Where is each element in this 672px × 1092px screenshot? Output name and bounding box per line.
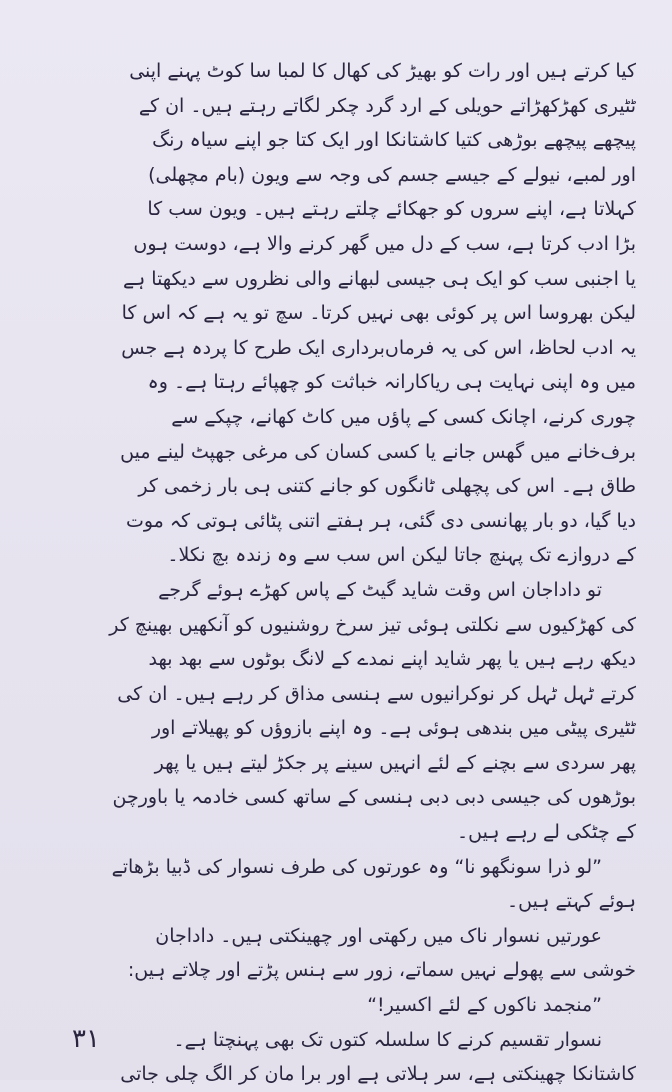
text-line: کے دروازے تک پہنچ جاتا لیکن اس سب سے وہ زندہ بچ نکلا۔ <box>167 544 636 567</box>
text-line: خوشی سے پھولے نہیں سماتے، زور سے ہنس پڑتے اور چلاتے ہیں: <box>127 959 636 982</box>
text-line: برف‌خانے میں گھس جانے یا کسی کسان کی مرغی جھپٹ لینے میں <box>120 440 636 463</box>
text-line: پھر سردی سے بچنے کے لئے انہیں سینے پر جکڑ لیتے ہیں یا پھر <box>154 751 636 774</box>
text-line: یہ ادب لحاظ، اس کی یہ فرماں‌برداری ایک طرح کا پردہ ہے جس <box>121 336 636 359</box>
text-line: بڑا ادب کرتا ہے، سب کے دل میں گھر کرنے والا ہے، دوست ہوں <box>133 232 636 255</box>
text-line: ٹٹیری کھڑکھڑاتے حویلی کے ارد گرد چکر لگاتے رہتے ہیں۔ ان کے <box>138 94 636 117</box>
text-line: میں وہ اپنی نہایت ہی ریاکارانہ خباثت کو چھپائے رہتا ہے۔ وہ <box>147 371 636 394</box>
text-line: کے چٹکی لے رہے ہیں۔ <box>457 821 636 844</box>
text-line: ہوئے کہتے ہیں۔ <box>507 890 636 913</box>
text-line: کیا کرتے ہیں اور رات کو بھیڑ کی کھال کا لمبا سا کوٹ پہنے اپنی <box>129 60 636 82</box>
text-line: نسوار تقسیم کرنے کا سلسلہ کتوں تک بھی پہنچتا ہے۔ <box>173 1028 602 1051</box>
text-line: پیچھے پیچھے بوڑھی کتیا کاشتانکا اور ایک کتا جو اپنے سیاہ رنگ <box>152 129 636 152</box>
text-line: لیکن بھروسا اس پر کوئی بھی نہیں کرتا۔ سچ تو یہ ہے کہ اس کا <box>121 302 636 325</box>
text-line: تو داداجان اس وقت شاید گیٹ کے پاس کھڑے ہوئے گرجے <box>158 578 602 601</box>
text-line: چوری کرنے، اچانک کسی کے پاؤں میں کاٹ کھانے، چپکے سے <box>171 405 636 428</box>
text-line: دیا گیا، دو بار پھانسی دی گئی، ہر ہفتے اتنی پٹائی ہوتی کہ موت <box>125 509 636 532</box>
text-line: کرتے ٹہل ٹہل کر نوکرانیوں سے ہنسی مذاق کر رہے ہیں۔ ان کی <box>117 682 636 705</box>
text-line: ”منجمد ناکوں کے لئے اکسیر!“ <box>367 994 602 1017</box>
text-line: کہلاتا ہے، اپنے سروں کو جھکائے چلتے رہتے ہیں۔ ویون سب کا <box>147 198 636 221</box>
text-line: کاشتانکا چھینکتی ہے، سر ہلاتی ہے اور برا مان کر الگ چلی جاتی <box>120 1063 636 1086</box>
text-line: طاق ہے۔ اس کی پچھلی ٹانگوں کو جانے کتنی ہی بار زخمی کر <box>138 475 636 498</box>
page-number: ۳۱ <box>72 1024 100 1054</box>
text-line: عورتیں نسوار ناک میں رکھتی اور چھینکتی ہیں۔ داداجان <box>155 924 602 947</box>
page-text <box>64 54 636 1092</box>
text-line: دیکھ رہے ہیں یا پھر شاید اپنے نمدے کے لانگ بوٹوں سے بھد بھد <box>148 648 636 671</box>
text-line: اور لمبے، نیولے کے جیسے جسم کی وجہ سے ویون (بام مچھلی) <box>148 163 636 186</box>
text-line: ”لو ذرا سونگھو نا“ وہ عورتوں کی طرف نسوار کی ڈبیا بڑھاتے <box>111 855 602 878</box>
text-line: ٹٹیری پیٹی میں بندھی ہوئی ہے۔ وہ اپنے بازوؤں کو پھیلاتے اور <box>151 717 636 740</box>
text-line: کی کھڑکیوں سے نکلتی ہوئی تیز سرخ روشنیوں کو آنکھیں بھینچ کر <box>109 613 636 636</box>
text-line: یا اجنبی سب کو ایک ہی جیسی لبھانے والی نظروں سے دیکھتا ہے <box>122 267 636 290</box>
text-line: بوڑھوں کی جیسی دبی دبی ہنسی کے ساتھ کسی خادمہ یا باورچن <box>112 786 636 809</box>
